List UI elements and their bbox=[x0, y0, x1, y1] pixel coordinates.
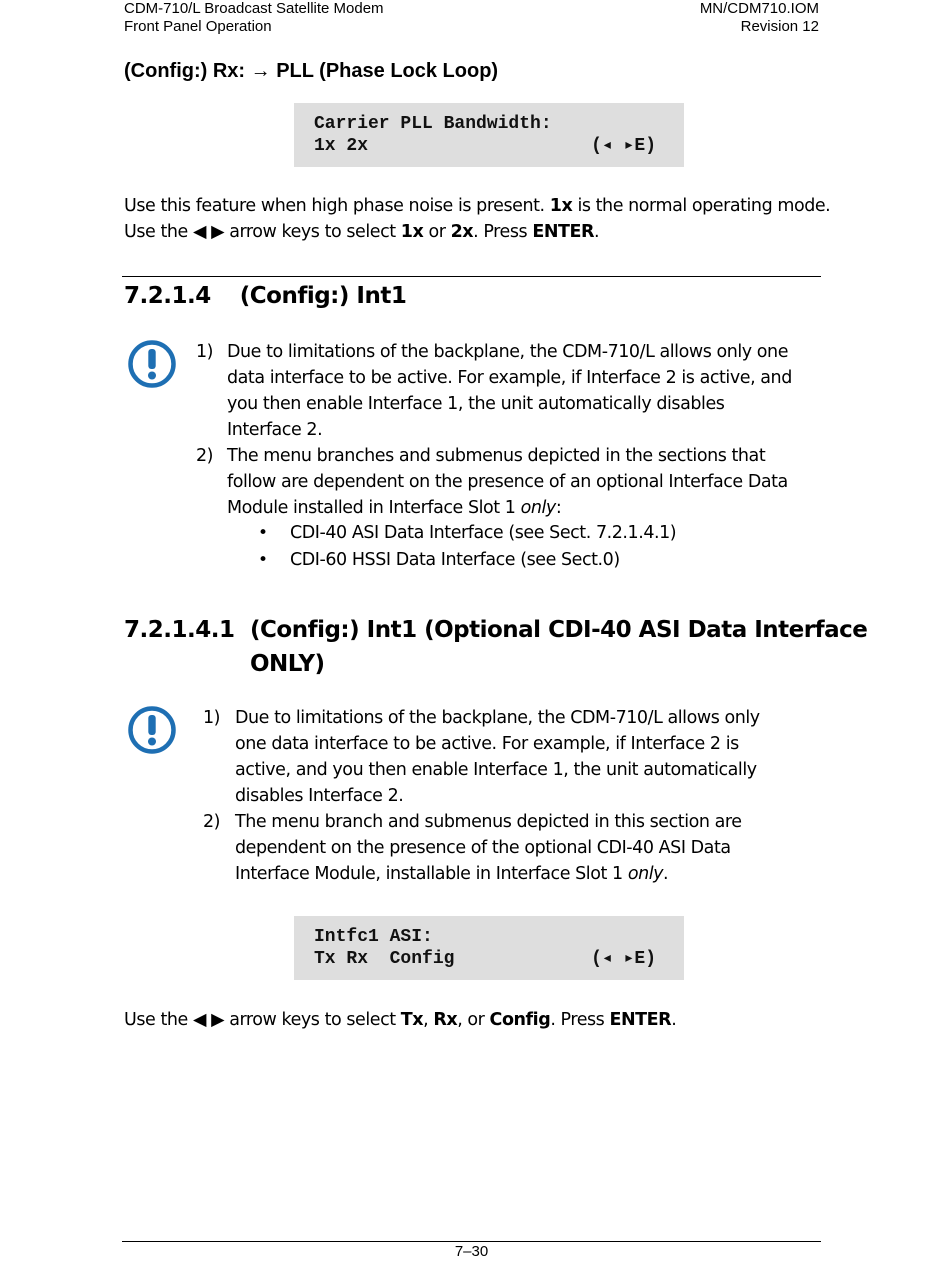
bullet-item: • CDI-40 ASI Data Interface (see Sect. 7.2.1.4.1) bbox=[258, 520, 818, 547]
header-manual-number: MN/CDM710.IOM bbox=[699, 0, 819, 17]
int1-asi-notes-list bbox=[203, 705, 823, 887]
bullet-icon: • bbox=[258, 523, 268, 543]
lcd-line-2: Tx Rx Config bbox=[314, 949, 455, 969]
header-chapter-title: Front Panel Operation bbox=[124, 18, 272, 35]
pll-description-line-1: Use this feature when high phase noise is present. 1x is the normal operating mode. bbox=[124, 196, 831, 216]
section-number: 7.2.1.4.1 bbox=[124, 617, 235, 643]
section-title: (Config:) Int1 (Optional CDI-40 ASI Data Interface ONLY) bbox=[250, 617, 868, 677]
section-title: (Config:) Int1 bbox=[239, 283, 407, 309]
list-item: 2) The menu branch and submenus depicted in this section are dependent on the presence of the optional CDI-40 ASI Data Interface Module, installable in Interface Slot 1 only. bbox=[203, 812, 742, 884]
right-arrow-icon: → bbox=[250, 60, 271, 82]
list-item: 1) Due to limitations of the backplane, the CDM-710/L allows only one data interface to be active. For example, if Interface 2 is active, and you then enable Interface 1, the unit automatically disables Interface 2. bbox=[196, 342, 792, 440]
list-item: 1) Due to limitations of the backplane, the CDM-710/L allows only one data interface to be active. For example, if Interface 2 is active, and you then enable Interface 1, the unit automatically disables Interface 2. bbox=[203, 708, 760, 806]
bullet-item: • CDI-60 HSSI Data Interface (see Sect.0) bbox=[258, 547, 818, 573]
section-divider bbox=[122, 276, 821, 277]
header-revision: Revision 12 bbox=[740, 18, 819, 35]
section-heading-int1 bbox=[124, 283, 406, 309]
important-exclamation-icon bbox=[127, 705, 177, 755]
footer-divider bbox=[122, 1241, 821, 1242]
pll-heading-suffix: PLL (Phase Lock Loop) bbox=[276, 60, 499, 82]
int1-notes-list bbox=[196, 339, 826, 521]
pll-heading bbox=[124, 60, 498, 83]
list-item: 2) The menu branches and submenus depicted in the sections that follow are dependent on the presence of an optional Interface Data Module installed in Interface Slot 1 only: bbox=[196, 446, 788, 518]
left-right-arrow-keys-icon: ◀ ▶ bbox=[192, 222, 225, 242]
pll-heading-prefix: (Config:) Rx: bbox=[124, 60, 251, 82]
lcd-line-2: 1x 2x bbox=[314, 136, 369, 156]
lcd-line-1: Carrier PLL Bandwidth: bbox=[314, 114, 552, 134]
int1-bullet-list bbox=[258, 520, 818, 573]
pll-description bbox=[124, 193, 831, 245]
section-heading-int1-asi bbox=[124, 613, 868, 681]
important-exclamation-icon bbox=[127, 339, 177, 389]
left-right-arrow-keys-icon: ◀ ▶ bbox=[192, 1010, 225, 1030]
lcd-display-intfc1-asi bbox=[294, 916, 684, 980]
section-number: 7.2.1.4 bbox=[124, 283, 211, 309]
page-number: 7–30 bbox=[454, 1243, 489, 1260]
lcd-arrow-enter-hint: (◂ ▸E) bbox=[591, 136, 656, 156]
pll-description-line-2: Use the ◀ ▶ arrow keys to select 1x or 2x. Press ENTER. bbox=[124, 222, 600, 242]
header-product-title: CDM-710/L Broadcast Satellite Modem bbox=[124, 0, 384, 17]
running-header-left bbox=[124, 0, 384, 36]
bullet-icon: • bbox=[258, 550, 268, 570]
lcd-display-pll bbox=[294, 103, 684, 167]
lcd-line-1: Intfc1 ASI: bbox=[314, 927, 433, 947]
running-header-right bbox=[700, 0, 819, 36]
asi-description: Use the ◀ ▶ arrow keys to select Tx, Rx, or Config. Press ENTER. bbox=[124, 1010, 677, 1030]
lcd-arrow-enter-hint: (◂ ▸E) bbox=[591, 949, 656, 969]
